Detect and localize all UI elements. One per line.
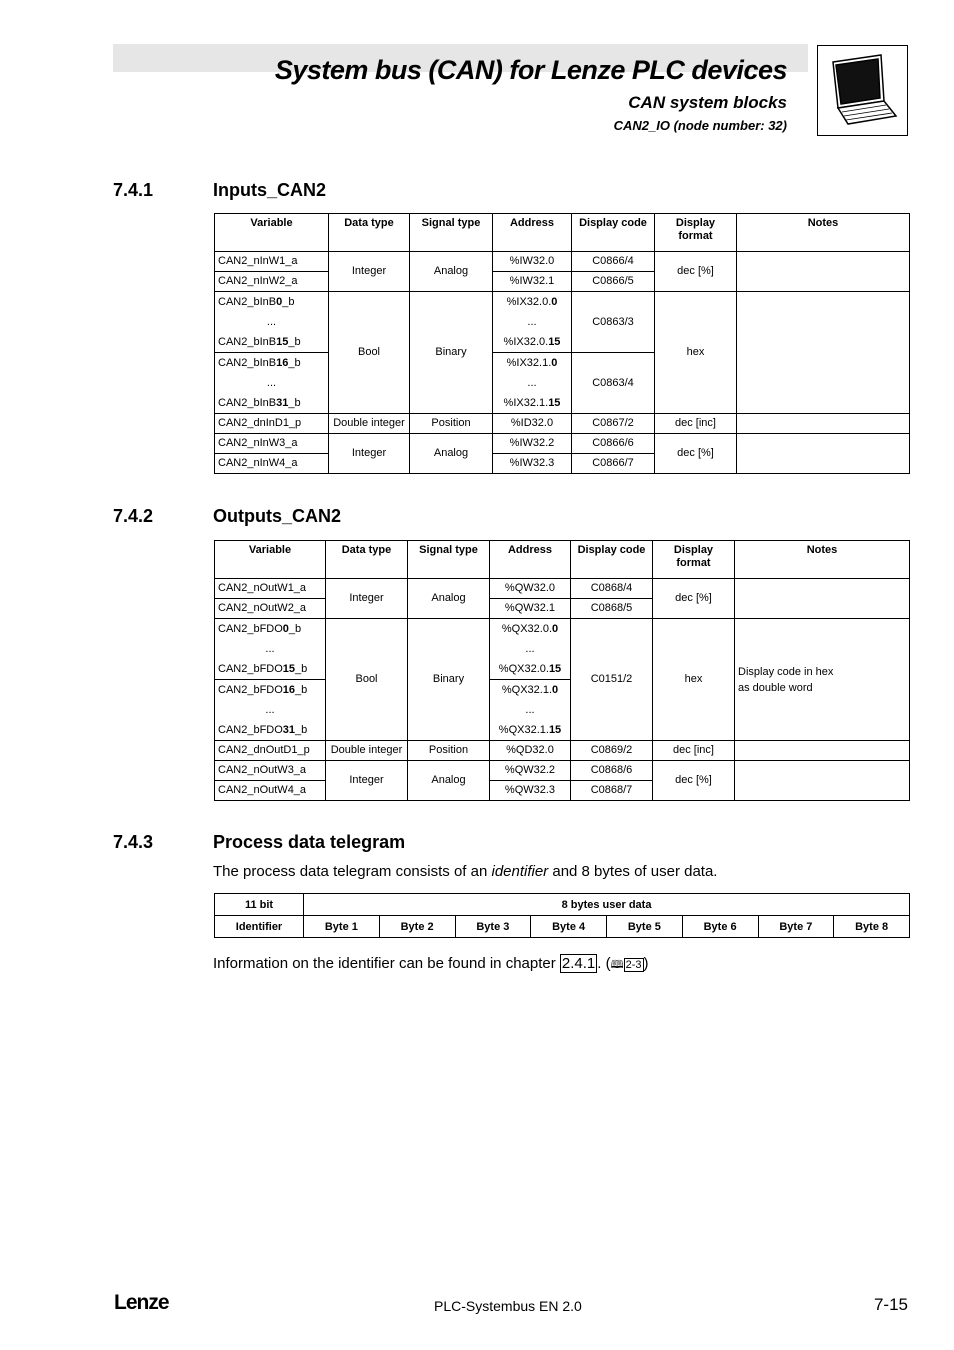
address-cell: %ID32.0 [493,414,572,434]
notes-cell [737,434,910,474]
notes-cell: Display code in hex as double word [735,619,910,741]
section-title: Inputs_CAN2 [213,180,327,200]
display-code-cell: C0868/7 [571,781,653,801]
page-number: 7-15 [873,1295,908,1314]
telegram-cell: Byte 4 [531,916,607,938]
address-cell: %QW32.2 [490,761,571,781]
book-icon: 🕮 [610,959,624,971]
data-type-cell: Integer [329,434,410,474]
column-header: Notes [737,214,910,252]
column-header: Signal type [410,214,493,252]
address-cell: %QW32.0 [490,579,571,599]
column-header: 11 bit [215,894,304,916]
variable-cell: CAN2_bInB16_b ... CAN2_bInB31_b [215,353,329,414]
display-code-cell: C0866/5 [572,272,655,292]
column-header: Address [490,541,571,579]
address-cell: %IX32.1.0 ... %IX32.1.15 [493,353,572,414]
table-row [215,292,910,353]
data-type-cell: Integer [329,252,410,292]
table-header-row [215,214,910,252]
display-format-cell: dec [%] [655,434,737,474]
column-header: Display format [655,214,737,252]
display-format-cell: hex [655,292,737,414]
variable-cell: CAN2_nOutW3_a [215,761,326,781]
table-row [215,761,910,781]
address-cell: %IW32.0 [493,252,572,272]
column-header: Display code [571,541,653,579]
display-code-cell: C0151/2 [571,619,653,741]
variable-cell: CAN2_nInW2_a [215,272,329,292]
column-header: Address [493,214,572,252]
variable-cell: CAN2_dnOutD1_p [215,741,326,761]
telegram-cell: Byte 2 [379,916,455,938]
display-code-cell: C0866/6 [572,434,655,454]
table-row [215,434,910,454]
variable-cell: CAN2_nInW4_a [215,454,329,474]
signal-type-cell: Binary [410,292,493,414]
address-cell: %QD32.0 [490,741,571,761]
data-type-cell: Integer [326,761,408,801]
variable-cell: CAN2_bFDO16_b ... CAN2_bFDO31_b [215,680,326,741]
table-header-row [215,894,910,916]
table-row [215,252,910,272]
footer-document-name: PLC-Systembus EN 2.0 [434,1298,582,1314]
page-subsubtitle: CAN2_IO (node number: 32) [613,118,787,133]
telegram-cell: Byte 5 [607,916,683,938]
signal-type-cell: Analog [408,761,490,801]
data-type-cell: Bool [326,619,408,741]
notes-cell [735,761,910,801]
display-format-cell: dec [%] [655,252,737,292]
section-title: Outputs_CAN2 [213,506,342,526]
address-cell: %IW32.2 [493,434,572,454]
variable-cell: CAN2_nInW3_a [215,434,329,454]
telegram-table [214,893,910,938]
data-type-cell: Bool [329,292,410,414]
variable-cell: CAN2_nOutW4_a [215,781,326,801]
notes-cell [737,414,910,434]
display-format-cell: dec [inc] [655,414,737,434]
column-header: Display format [653,541,735,579]
data-type-cell: Integer [326,579,408,619]
table-row [215,579,910,599]
table-row [215,414,910,434]
data-type-cell: Double integer [326,741,408,761]
signal-type-cell: Analog [408,579,490,619]
table-row [215,916,910,938]
page-subtitle: CAN system blocks [628,93,787,112]
display-code-cell: C0866/7 [572,454,655,474]
section-number: 7.4.2 [113,506,154,526]
telegram-cell: Byte 1 [304,916,380,938]
signal-type-cell: Position [408,741,490,761]
column-header: 8 bytes user data [304,894,910,916]
variable-cell: CAN2_nOutW1_a [215,579,326,599]
table-header-row [215,541,910,579]
telegram-intro: The process data telegram consists of an identifier and 8 bytes of user data. [213,863,718,880]
column-header: Signal type [408,541,490,579]
section-number: 7.4.3 [113,832,154,852]
column-header: Data type [329,214,410,252]
address-cell: %IW32.3 [493,454,572,474]
signal-type-cell: Analog [410,434,493,474]
address-cell: %QW32.3 [490,781,571,801]
display-format-cell: dec [inc] [653,741,735,761]
signal-type-cell: Analog [410,252,493,292]
variable-cell: CAN2_nInW1_a [215,252,329,272]
section-title: Process data telegram [213,832,406,852]
notes-cell [735,741,910,761]
variable-cell: CAN2_bInB0_b ... CAN2_bInB15_b [215,292,329,353]
variable-cell: CAN2_nOutW2_a [215,599,326,619]
notes-cell [737,292,910,414]
signal-type-cell: Position [410,414,493,434]
display-code-cell: C0867/2 [572,414,655,434]
variable-cell: CAN2_dnInD1_p [215,414,329,434]
section-number: 7.4.1 [113,180,154,200]
table-row [215,741,910,761]
data-type-cell: Double integer [329,414,410,434]
telegram-cell: Byte 7 [758,916,834,938]
telegram-cell: Byte 3 [455,916,531,938]
signal-type-cell: Binary [408,619,490,741]
display-code-cell: C0866/4 [572,252,655,272]
table-row [215,619,910,680]
display-code-cell: C0869/2 [571,741,653,761]
telegram-cell: Byte 8 [834,916,910,938]
page-ref-link[interactable]: 2-3 [625,959,642,971]
notes-cell [737,252,910,292]
telegram-cell: Byte 6 [682,916,758,938]
identifier-info: Information on the identifier can be found in chapter 2.4.1 . (🕮 2-3 ) [213,955,649,975]
outputs-table [214,540,910,801]
display-format-cell: dec [%] [653,761,735,801]
address-cell: %QX32.0.0 ... %QX32.0.15 [490,619,571,680]
display-format-cell: hex [653,619,735,741]
display-format-cell: dec [%] [653,579,735,619]
inputs-table [214,213,910,474]
display-code-cell: C0868/5 [571,599,653,619]
address-cell: %IX32.0.0 ... %IX32.0.15 [493,292,572,353]
address-cell: %QX32.1.0 ... %QX32.1.15 [490,680,571,741]
column-header: Notes [735,541,910,579]
laptop-icon [817,45,908,136]
column-header: Display code [572,214,655,252]
address-cell: %IW32.1 [493,272,572,292]
column-header: Variable [215,214,329,252]
lenze-logo: Lenze [114,1291,169,1314]
display-code-cell: C0863/4 [572,353,655,414]
variable-cell: CAN2_bFDO0_b ... CAN2_bFDO15_b [215,619,326,680]
display-code-cell: C0868/6 [571,761,653,781]
telegram-cell: Identifier [215,916,304,938]
notes-cell [735,579,910,619]
display-code-cell: C0863/3 [572,292,655,353]
column-header: Data type [326,541,408,579]
display-code-cell: C0868/4 [571,579,653,599]
page-title: System bus (CAN) for Lenze PLC devices [274,55,787,85]
column-header: Variable [215,541,326,579]
address-cell: %QW32.1 [490,599,571,619]
chapter-link[interactable]: 2.4.1 [561,955,596,972]
